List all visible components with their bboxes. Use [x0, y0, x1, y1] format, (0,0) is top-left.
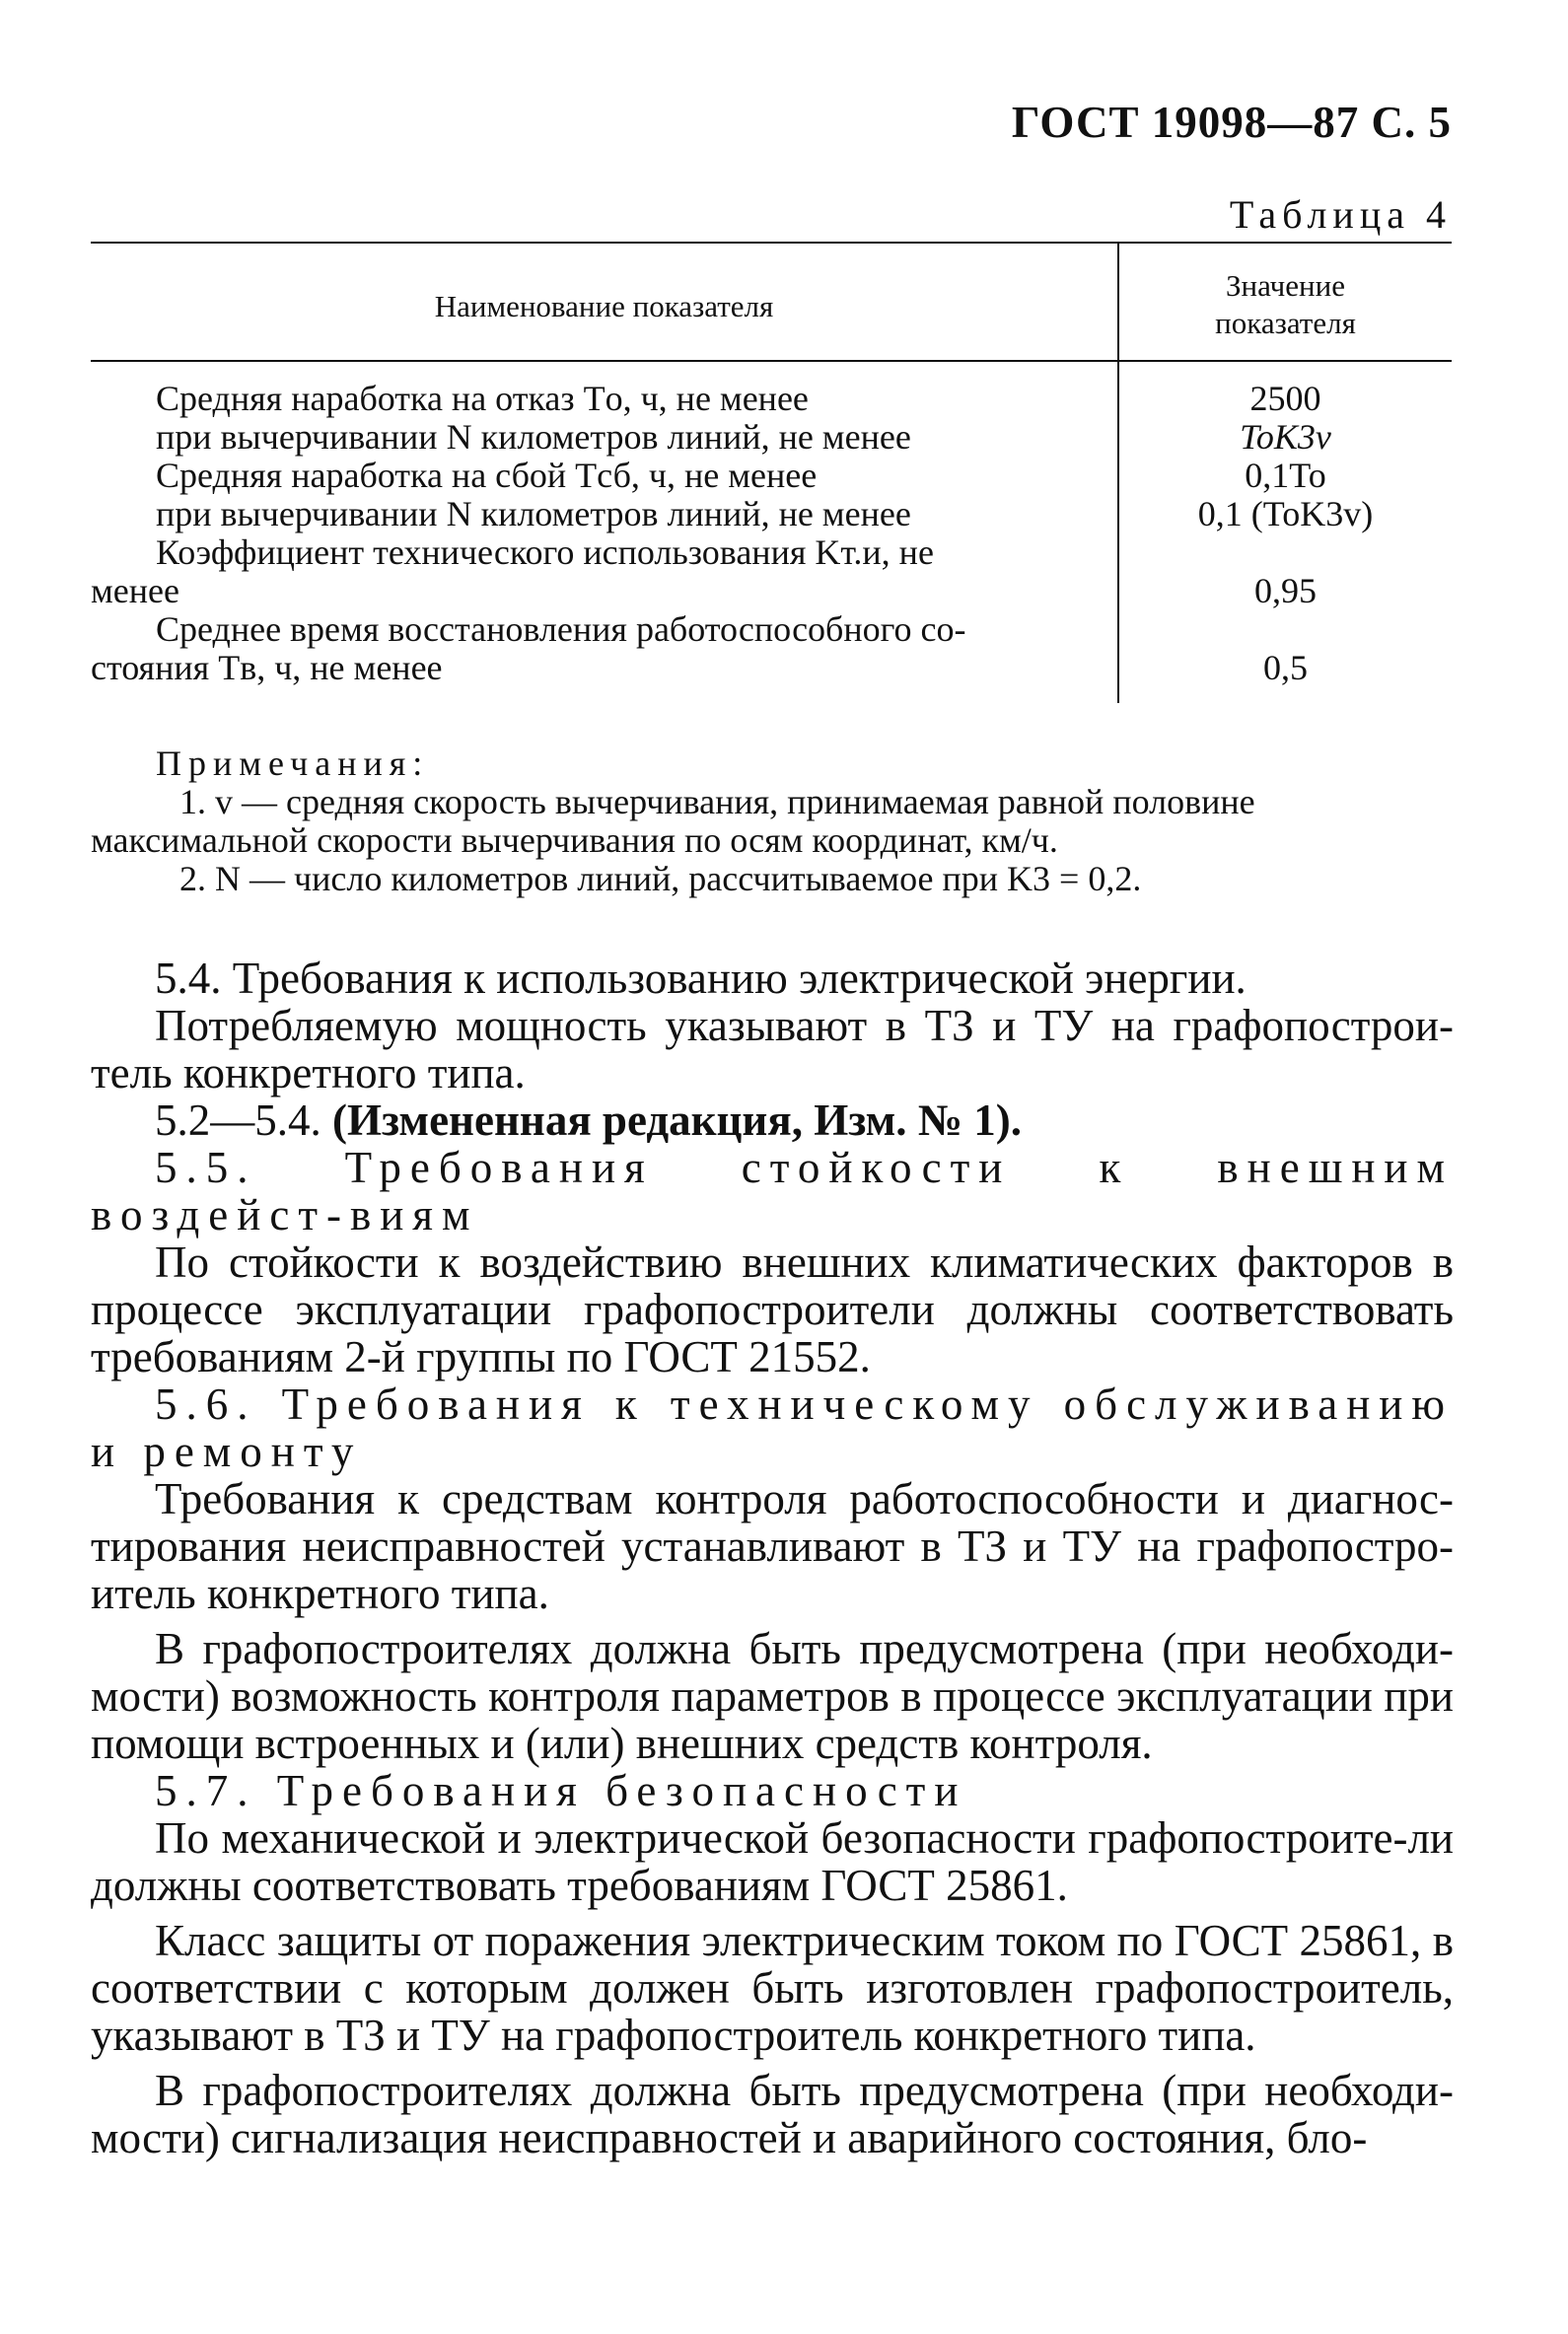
column-header-value-line-2: показателя: [1215, 306, 1356, 340]
table-row-value: 0,5: [1263, 648, 1308, 687]
section-5-5-heading: 5.5. Требования стойкости к внешним воздейст-виям: [91, 1143, 1454, 1239]
table-top-rule: [91, 242, 1452, 244]
amendment-note: [91, 1096, 1454, 1144]
paragraph: В графопостроителях должна быть предусмотрена (при необходи-мости) возможность контроля параметров в процессе эксплуатации при помощи встроенных и (или) внешних средств контроля.: [91, 1624, 1454, 1768]
table-row-value: 0,1To: [1245, 456, 1326, 495]
paragraph: Потребляемую мощность указывают в ТЗ и ТУ на графопострои-тель конкретного типа.: [91, 1001, 1454, 1097]
table-row-name: Коэффициент технического использования Kт.и, не: [156, 532, 934, 572]
section-5-7-heading: 5.7. Требования безопасности: [155, 1766, 967, 1815]
column-header-name: Наименование показателя: [434, 289, 774, 323]
table-row-name-continuation: менее: [91, 571, 179, 610]
note-1-continuation: максимальной скорости вычерчивания по осям координат, км/ч.: [91, 820, 1058, 860]
document-body: [91, 955, 1454, 2161]
paragraph: По стойкости к воздействию внешних климатических факторов в процессе эксплуатации графопостроители должны соответствовать требованиям 2-й группы по ГОСТ 21552.: [91, 1238, 1454, 1381]
table-row-name: Средняя наработка на сбой Tсб, ч, не менее: [156, 456, 818, 495]
notes-title: Примечания:: [156, 743, 430, 783]
amendment-ref: 5.2—5.4.: [155, 1096, 332, 1145]
section-5-4-heading: 5.4. Требования к использованию электрической энергии.: [155, 954, 1247, 1003]
table-row-name: при вычерчивании N километров линий, не менее: [156, 494, 911, 533]
paragraph: В графопостроителях должна быть предусмотрена (при необходи-мости) сигнализация неисправностей и аварийного состояния, бло-: [91, 2066, 1454, 2162]
table-row-name: Средняя наработка на отказ Tо, ч, не менее: [156, 379, 809, 418]
paragraph: Класс защиты от поражения электрическим током по ГОСТ 25861, в соответствии с которым должен быть изготовлен графопостроитель, указывают в ТЗ и ТУ на графопостроитель конкретного типа.: [91, 1916, 1454, 2060]
table-row-value: ToK3v: [1240, 417, 1331, 457]
table-row-name: при вычерчивании N километров линий, не менее: [156, 417, 911, 457]
table-row-value: 0,1 (ToK3v): [1197, 494, 1374, 533]
page-header: ГОСТ 19098—87 С. 5: [1011, 98, 1452, 147]
table-row-name-continuation: стояния Tв, ч, не менее: [91, 648, 443, 687]
section-5-6-heading: 5.6. Требования к техническому обслуживанию и ремонту: [91, 1379, 1454, 1476]
table-notes: [91, 744, 1452, 898]
table-label: Таблица 4: [1229, 192, 1452, 237]
paragraph: По механической и электрической безопасности графопостроите-ли должны соответствовать требованиям ГОСТ 25861.: [91, 1813, 1454, 1910]
table-row-value: 0,95: [1254, 571, 1317, 610]
amendment-text: (Измененная редакция, Изм. № 1).: [332, 1096, 1023, 1145]
column-header-value: [1119, 267, 1452, 342]
table-header-rule: [91, 360, 1452, 362]
paragraph: Требования к средствам контроля работоспособности и диагнос-тирования неисправностей устанавливают в ТЗ и ТУ на графопостро-итель конкретного типа.: [91, 1474, 1454, 1618]
note-1: 1. v — средняя скорость вычерчивания, принимаемая равной половине: [179, 782, 1255, 821]
note-2: 2. N — число километров линий, рассчитываемое при K3 = 0,2.: [179, 859, 1142, 898]
column-header-value-line-1: Значение: [1226, 268, 1345, 303]
table-row-value: 2500: [1249, 379, 1321, 418]
table-row-name: Среднее время восстановления работоспособного со-: [156, 609, 966, 649]
